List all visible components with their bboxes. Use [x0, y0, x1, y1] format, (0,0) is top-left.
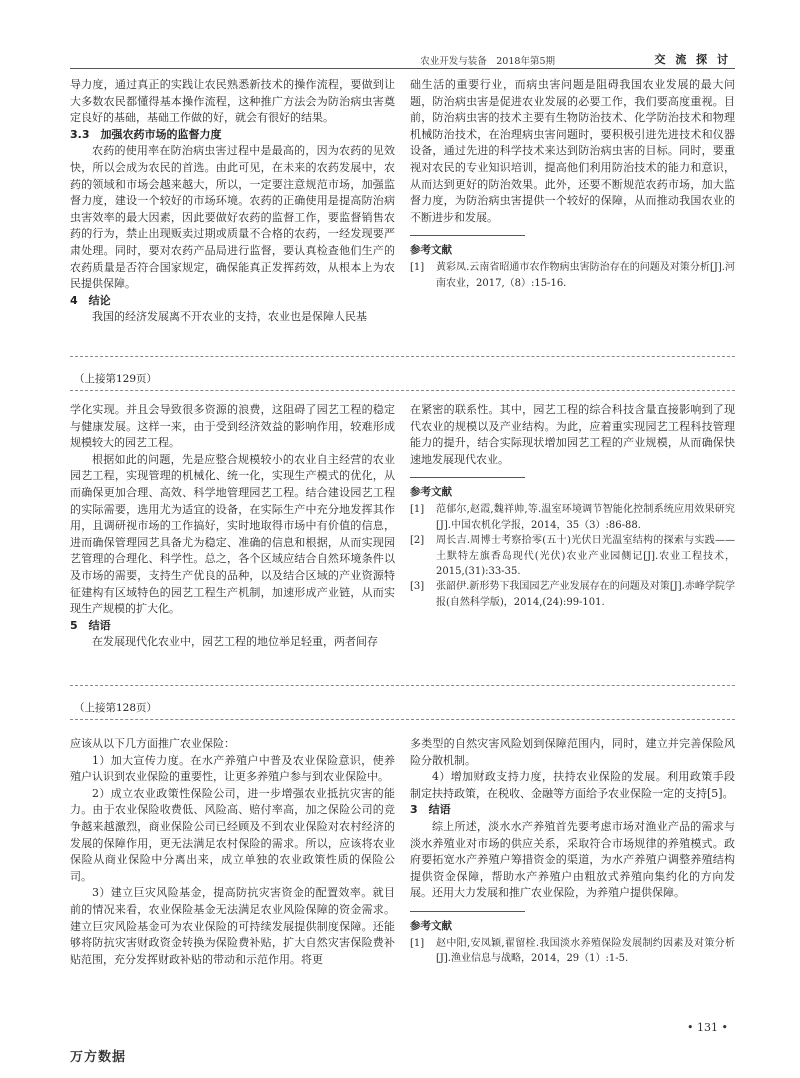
article-aquaculture-insurance	[70, 736, 735, 968]
paragraph: 3）建立巨灾风险基金，提高防抗灾害资金的配置效率。就目前的情况来看，农业保险基金无法满足农业风险保障的资金需求。建立巨灾风险基金可为农业保险的可持续发展提供制度保障。还能够将防抗灾害财政资金转换为保险费补贴，扩大自然灾害保险费补贴范围，充分发挥财政补贴的带动和示范作用。将更	[70, 886, 395, 966]
reference-number: [2]	[410, 535, 425, 547]
reference-number: [3]	[410, 581, 425, 593]
column-title: 交 流 探 讨	[654, 53, 731, 66]
paragraph: 多类型的自然灾害风险划到保障范围内，同时，建立并完善保险风险分散机制。	[410, 737, 735, 767]
paragraph: 在紧密的联系性。其中，园艺工程的综合科技含量直接影响到了现代农业的规模以及产业结构。为此，应着重实现园艺工程科技管理能力的提升，结合实际现状增加园艺工程的产业规模，从而确保快速地发展现代农业。	[410, 403, 735, 466]
continued-label: （上接第129页）	[74, 373, 158, 385]
section-heading: 5 结语	[70, 618, 111, 632]
page-number: • 131 •	[687, 1021, 728, 1034]
reference-divider	[410, 911, 525, 912]
article3-left-column	[70, 736, 395, 968]
paragraph: 2）成立农业政策性保险公司，进一步增强农业抵抗灾害的能力。由于农业保险收费低、风险高、赔付率高，加之保险公司的竞争越来越激烈，商业保险公司已经顾及不到农业保险对农村经济的发展的保障作用，更无法满足农村保险的需求。所以，应该将农业保险从商业保险中分离出来，成立单独的农业政策性质的保险公司。	[70, 786, 395, 883]
paragraph: 4）增加财政支持力度，扶持农业保险的发展。利用政策手段制定扶持政策，在税收、金融等方面给予农业保险一定的支持[5]。	[410, 770, 735, 800]
reference-text: 张韶伊.新形势下我国园艺产业发展存在的问题及对策[J].赤峰学院学报(自然科学版)，2014,(24):99-101.	[436, 581, 735, 608]
paragraph: 础生活的重要行业，而病虫害问题是阻碍我国农业发展的最大问题，防治病虫害是促进农业发展的必要工作，我们要高度重视。目前，防治病虫害的技术主要有生物防治技术、化学防治技术和物理机械防治技术，在治理病虫害问题时，要积极引进先进技术和仪器设备，通过先进的科学技术来达到防治病虫害的目标。同时，要重视对农民的专业知识培训，提高他们利用防治技术的能力和意识，从而达到更好的防治效果。此外，还要不断规范农药市场，加大监督力度，为防治病虫害提供一个较好的保障，从而推动我国农业的不断进步和发展。	[410, 78, 735, 224]
article2-right-column	[410, 402, 735, 651]
section-heading: 4 结论	[70, 293, 111, 307]
reference-number: [1]	[410, 262, 425, 274]
reference-divider	[410, 477, 525, 478]
paragraph: 农药的使用率在防治病虫害过程中是最高的，因为农药的见效快，所以会成为农民的首选。由此可见，在未来的农药发展中，农药的领域和市场会越来越大，所以，一定要注意规范市场，加强监督力度，建设一个较好的市场环境。农药的正确使用是提高防治病虫害效率的最大因素，因此要做好农药的监督工作，要监督销售农药的行为，禁止出现贩卖过期或质量不合格的农药，一经发现要严肃处理。同时，要对农药产品局进行监督，要认真检查他们生产的农药质量是否符合国家规定，确保能真正发挥药效，从根本上为农民提供保障。	[70, 144, 395, 291]
paragraph: 我国的经济发展离不开农业的支持，农业也是保障人民基	[92, 310, 367, 324]
paragraph: 根据如此的问题，先是应整合规模较小的农业自主经营的农业园艺工程，实现管理的机械化、统一化，实现生产模式的优化，从而确保更加合理、高效、科学地管理园艺工程。结合建设园艺工程的实际需要，选用尤为适宜的设备，在实际生产中充分地发挥其作用，且调研视市场的工作搞好，实时地取得市场中有价值的信息，进而确保管理园艺具备尤为稳定、准确的信息和根据，从而实现园艺管理的合理化、科学性。总之，各个区域应结合自然环境条件以及市场的需要，支持生产优良的品种，以及结合区域的产业资源特征建构有区域特色的园艺工程生产机制，加速形成产业链，从而实现生产规模的扩大化。	[70, 452, 395, 616]
reference-item	[410, 936, 735, 967]
paragraph: 在发展现代化农业中，园艺工程的地位举足轻重，两者间存	[92, 635, 378, 649]
reference-text: 黄彩凤.云南省昭通市农作物病虫害防治存在的问题及对策分析[J].河南农业，2017,（8）:15-16.	[436, 262, 735, 289]
references-title: 参考文献	[410, 919, 452, 932]
paragraph: 学化实现。并且会导致很多资源的浪费，这阻碍了园艺工程的稳定与健康发展。这样一来，由于受到经济效益的影响作用，较难形成规模较大的园艺工程。	[70, 403, 395, 450]
reference-item	[410, 533, 735, 579]
references-title: 参考文献	[410, 244, 452, 257]
article1-left-column	[70, 77, 395, 326]
article1-right-column	[410, 77, 735, 326]
page-header	[70, 48, 735, 69]
reference-text: 范郁尔,赵霞,魏祥帅,等.温室环境调节智能化控制系统应用效果研究[J].中国农机化学报，2014，35（3）:86-88.	[436, 504, 735, 531]
reference-divider	[410, 235, 525, 236]
reference-text: 周长吉.周博士考察拾零(五十)光伏日光温室结构的探索与实践——土默特左旗香岛现代(光伏)农业产业园侧记[J].农业工程技术，2015,(31):33-35.	[436, 535, 735, 577]
database-watermark: 万方数据	[70, 1050, 127, 1065]
article2-left-column	[70, 402, 395, 651]
reference-text: 赵中阳,安凤颖,翟留栓.我国淡水养殖保险发展制约因素及对策分析[J].渔业信息与战略，2014，29（1）:1-5.	[436, 937, 735, 965]
continued-label: （上接第128页）	[74, 702, 158, 714]
continued-banner	[70, 695, 735, 720]
reference-number: [1]	[410, 504, 425, 516]
article-horticulture	[70, 402, 735, 651]
paragraph: 导力度，通过真正的实践让农民熟悉新技术的操作流程，要做到让大多数农民都懂得基本操作流程，这种推广方法会为防治病虫害奠定良好的基础，基础工作做的好，就会有很好的结果。	[70, 78, 395, 125]
paragraph: 应该从以下几方面推广农业保险：	[70, 737, 235, 750]
paragraph: 综上所述，淡水水产养殖首先要考虑市场对渔业产品的需求与淡水养殖业对市场的供应关系，采取符合市场规律的养殖模式。政府要拓宽水产养殖户筹措资金的渠道，为水产养殖户调整养殖结构提供资金保障，帮助水产养殖户由粗放式养殖向集约化的方向发展。还用大力发展和推广农业保险，为养殖户提供保障。	[410, 819, 735, 900]
paragraph: 1）加大宣传力度。在水产养殖户中普及农业保险意识，使养殖户认识到农业保险的重要性，让更多养殖户参与到农业保险中。	[70, 753, 395, 784]
section-heading: 3.3 加强农药市场的监督力度	[70, 127, 222, 141]
article3-right-column	[410, 736, 735, 968]
article-pest-control	[70, 77, 735, 326]
reference-item	[410, 502, 735, 533]
continued-banner	[70, 366, 735, 391]
section-heading: 3 结语	[410, 803, 451, 817]
references-title: 参考文献	[410, 486, 452, 499]
reference-item	[410, 260, 735, 291]
reference-item	[410, 579, 735, 610]
reference-number: [1]	[410, 937, 425, 949]
article-divider	[70, 356, 735, 357]
journal-issue: 农业开发与装备 2018年第5期	[420, 56, 555, 67]
article-divider	[70, 685, 735, 686]
